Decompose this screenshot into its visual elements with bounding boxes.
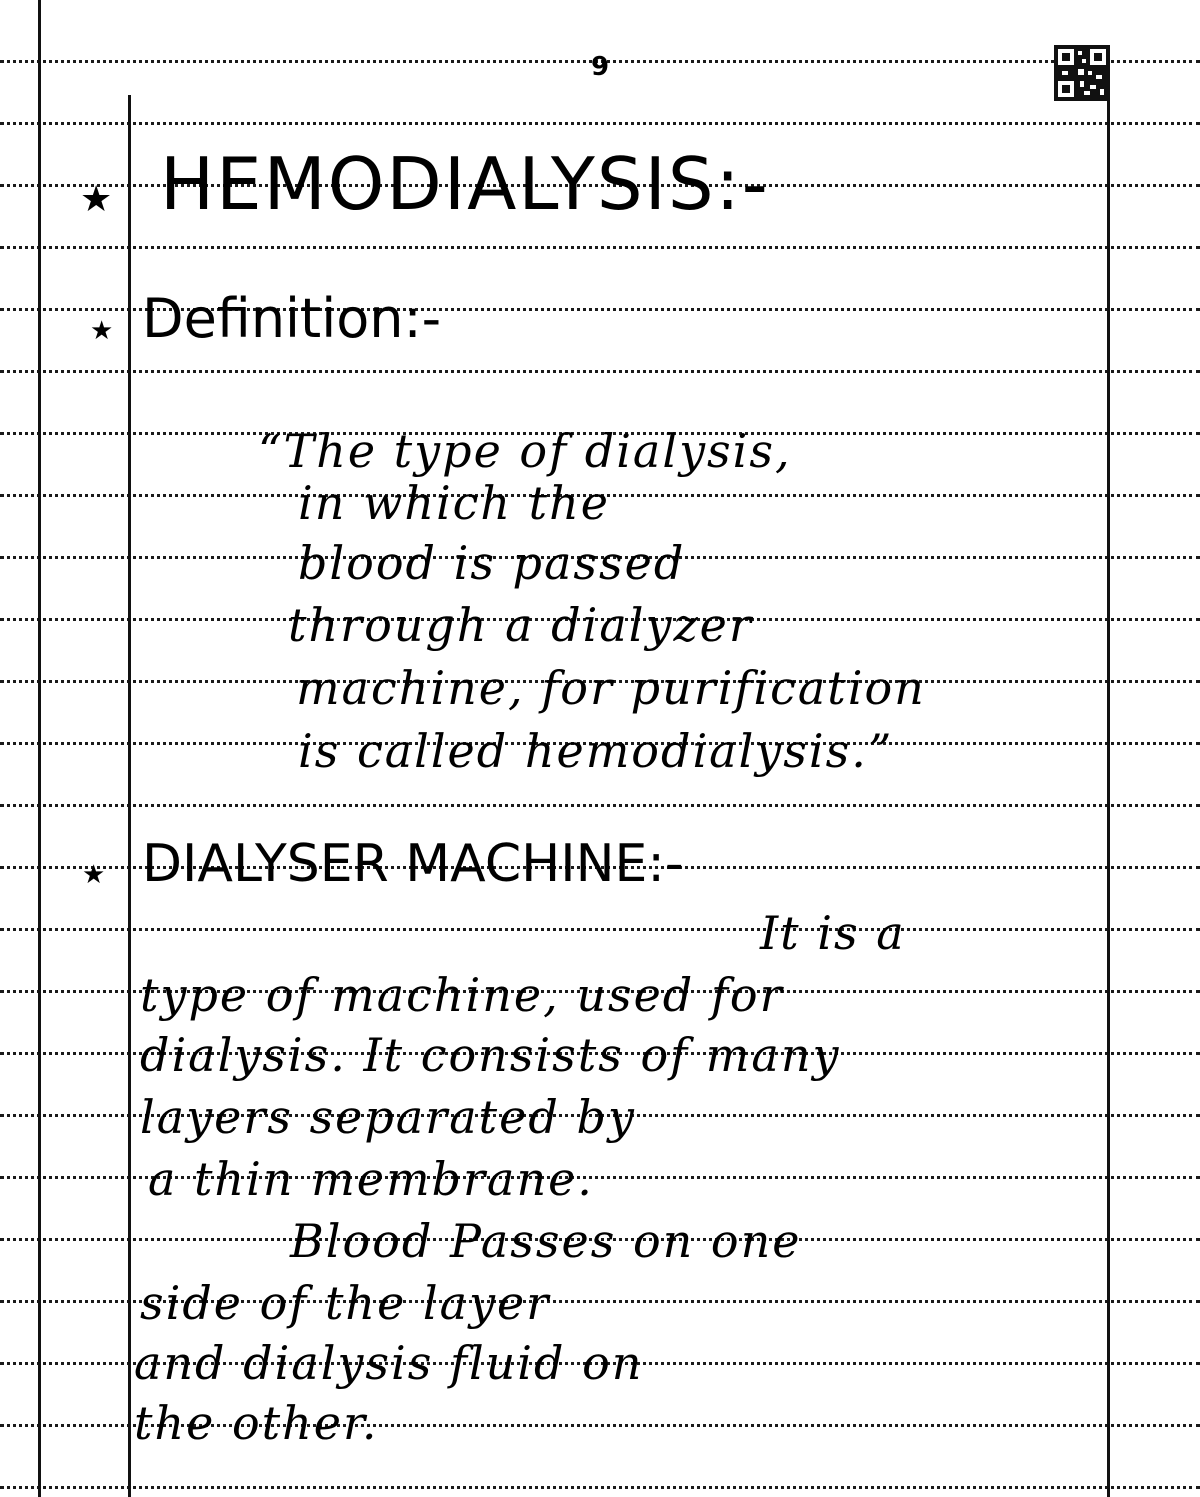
definition-heading: Definition:-: [142, 287, 442, 350]
ruled-line: [0, 804, 1200, 807]
machine-line: and dialysis fluid on: [134, 1336, 644, 1390]
binding-edge: [38, 0, 41, 1497]
machine-line: type of machine, used for: [140, 968, 784, 1022]
right-margin-line: [1107, 95, 1110, 1497]
machine-line: a thin membrane.: [148, 1152, 594, 1206]
ruled-line: [0, 928, 1200, 931]
page-number: 9: [590, 52, 610, 82]
machine-line: layers separated by: [140, 1090, 636, 1144]
definition-line: machine, for purification: [296, 661, 926, 715]
definition-line: is called hemodialysis.”: [298, 724, 894, 778]
machine-line: the other.: [134, 1396, 379, 1450]
machine-heading: DIALYSER MACHINE:-: [142, 834, 684, 894]
ruled-line: [0, 370, 1200, 373]
margin-line: [128, 95, 131, 1497]
ruled-line: [0, 1486, 1200, 1489]
machine-line: Blood Passes on one: [290, 1214, 802, 1268]
definition-line: in which the: [298, 476, 611, 530]
definition-line: “The type of dialysis,: [258, 424, 792, 478]
bullet-star-icon: ★: [80, 179, 113, 220]
qr-code-icon: [1054, 45, 1110, 101]
definition-line: through a dialyzer: [288, 598, 753, 652]
main-heading: HEMODIALYSIS:-: [160, 142, 770, 226]
ruled-line: [0, 246, 1200, 249]
machine-line: side of the layer: [140, 1276, 551, 1330]
machine-line: It is a: [760, 906, 906, 960]
definition-line: blood is passed: [298, 536, 686, 590]
bullet-star-icon: ★: [82, 860, 106, 890]
bullet-star-icon: ★: [90, 316, 114, 346]
machine-line: dialysis. It consists of many: [140, 1028, 841, 1082]
ruled-line: [0, 122, 1200, 125]
